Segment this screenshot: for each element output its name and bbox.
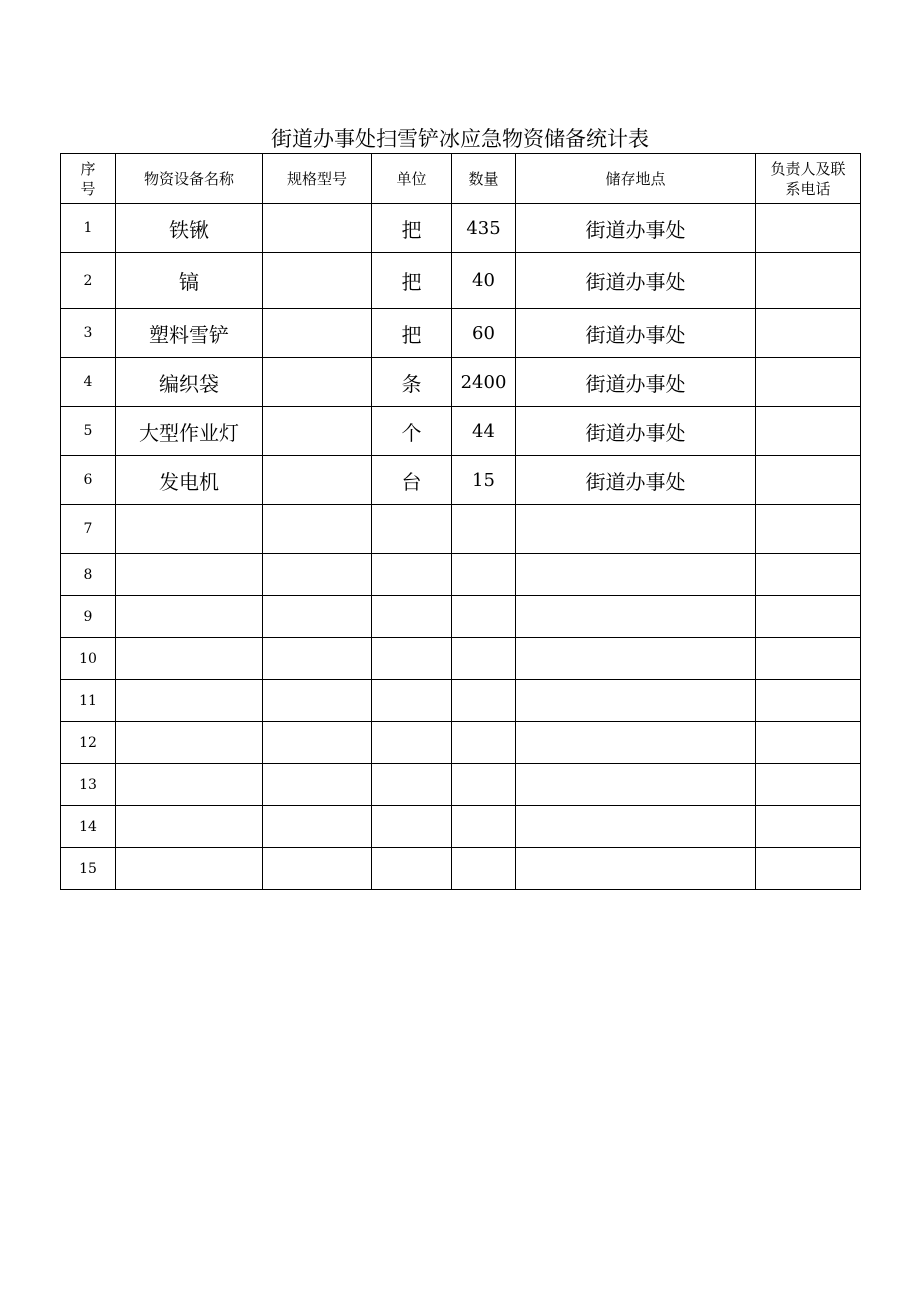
cell-contact [756,806,861,848]
cell-location: 街道办事处 [516,358,756,407]
cell-qty: 44 [452,407,516,456]
cell-spec [263,505,372,554]
cell-contact [756,204,861,253]
cell-spec [263,638,372,680]
cell-unit [372,848,452,890]
cell-unit [372,680,452,722]
table-row [61,204,861,253]
cell-location [516,638,756,680]
cell-location: 街道办事处 [516,456,756,505]
cell-contact [756,554,861,596]
cell-location: 街道办事处 [516,407,756,456]
cell-qty: 40 [452,253,516,309]
cell-contact [756,680,861,722]
table-row [61,505,861,554]
cell-name [116,638,263,680]
cell-qty [452,554,516,596]
cell-location [516,680,756,722]
cell-seq: 11 [61,680,116,722]
cell-name [116,596,263,638]
table-row [61,456,861,505]
cell-unit [372,554,452,596]
cell-spec [263,680,372,722]
table-row [61,554,861,596]
header-unit: 单位 [372,154,452,204]
cell-unit: 台 [372,456,452,505]
cell-seq: 3 [61,309,116,358]
cell-contact [756,358,861,407]
header-contact [756,154,861,204]
cell-contact [756,638,861,680]
cell-seq: 10 [61,638,116,680]
cell-name [116,764,263,806]
table-row [61,638,861,680]
cell-contact [756,407,861,456]
cell-unit [372,722,452,764]
table-row [61,407,861,456]
cell-unit [372,764,452,806]
table-row [61,596,861,638]
table-row [61,806,861,848]
cell-spec [263,253,372,309]
cell-name: 铁锹 [116,204,263,253]
header-contact-line2: 系电话 [785,179,831,198]
cell-unit [372,505,452,554]
cell-qty [452,764,516,806]
header-location: 储存地点 [516,154,756,204]
table-row [61,722,861,764]
cell-name [116,680,263,722]
cell-seq: 9 [61,596,116,638]
cell-seq: 12 [61,722,116,764]
cell-qty: 2400 [452,358,516,407]
cell-seq: 7 [61,505,116,554]
cell-qty [452,722,516,764]
cell-seq: 5 [61,407,116,456]
cell-unit: 把 [372,253,452,309]
cell-qty: 435 [452,204,516,253]
cell-name: 大型作业灯 [116,407,263,456]
table-row [61,848,861,890]
cell-location [516,848,756,890]
cell-seq: 8 [61,554,116,596]
table-row [61,253,861,309]
cell-location: 街道办事处 [516,204,756,253]
header-contact-line1: 负责人及联 [770,159,846,178]
cell-location [516,806,756,848]
header-seq-line2: 号 [80,179,96,198]
cell-location [516,554,756,596]
cell-spec [263,456,372,505]
table-row [61,764,861,806]
cell-seq: 14 [61,806,116,848]
cell-unit: 把 [372,309,452,358]
header-seq [61,154,116,204]
cell-seq: 4 [61,358,116,407]
cell-spec [263,358,372,407]
cell-seq: 1 [61,204,116,253]
cell-name [116,722,263,764]
header-spec: 规格型号 [263,154,372,204]
cell-name [116,806,263,848]
cell-name: 塑料雪铲 [116,309,263,358]
cell-spec [263,596,372,638]
cell-name: 编织袋 [116,358,263,407]
cell-seq: 6 [61,456,116,505]
cell-contact [756,505,861,554]
cell-qty: 60 [452,309,516,358]
cell-contact [756,722,861,764]
header-seq-line1: 序 [80,159,96,178]
cell-unit [372,806,452,848]
cell-unit [372,638,452,680]
cell-qty [452,848,516,890]
cell-seq: 15 [61,848,116,890]
cell-qty [452,638,516,680]
cell-location [516,505,756,554]
cell-location [516,596,756,638]
table-header-row [61,154,861,204]
cell-spec [263,764,372,806]
cell-contact [756,848,861,890]
cell-qty [452,505,516,554]
document-title: 街道办事处扫雪铲冰应急物资储备统计表 [271,127,649,151]
cell-spec [263,204,372,253]
cell-unit: 把 [372,204,452,253]
cell-spec [263,407,372,456]
cell-spec [263,722,372,764]
cell-contact [756,596,861,638]
cell-spec [263,309,372,358]
cell-qty [452,680,516,722]
cell-contact [756,253,861,309]
cell-name: 镐 [116,253,263,309]
cell-unit: 个 [372,407,452,456]
cell-name: 发电机 [116,456,263,505]
header-qty: 数量 [452,154,516,204]
cell-location [516,764,756,806]
cell-location: 街道办事处 [516,309,756,358]
cell-contact [756,764,861,806]
cell-spec [263,848,372,890]
cell-qty [452,806,516,848]
cell-qty: 15 [452,456,516,505]
table-row [61,309,861,358]
cell-seq: 13 [61,764,116,806]
cell-name [116,554,263,596]
cell-name [116,848,263,890]
cell-location: 街道办事处 [516,253,756,309]
inventory-table [60,153,861,890]
table-row [61,680,861,722]
cell-contact [756,456,861,505]
cell-name [116,505,263,554]
cell-spec [263,806,372,848]
cell-unit [372,596,452,638]
cell-location [516,722,756,764]
cell-spec [263,554,372,596]
header-name: 物资设备名称 [116,154,263,204]
cell-seq: 2 [61,253,116,309]
cell-unit: 条 [372,358,452,407]
cell-contact [756,309,861,358]
table-row [61,358,861,407]
cell-qty [452,596,516,638]
